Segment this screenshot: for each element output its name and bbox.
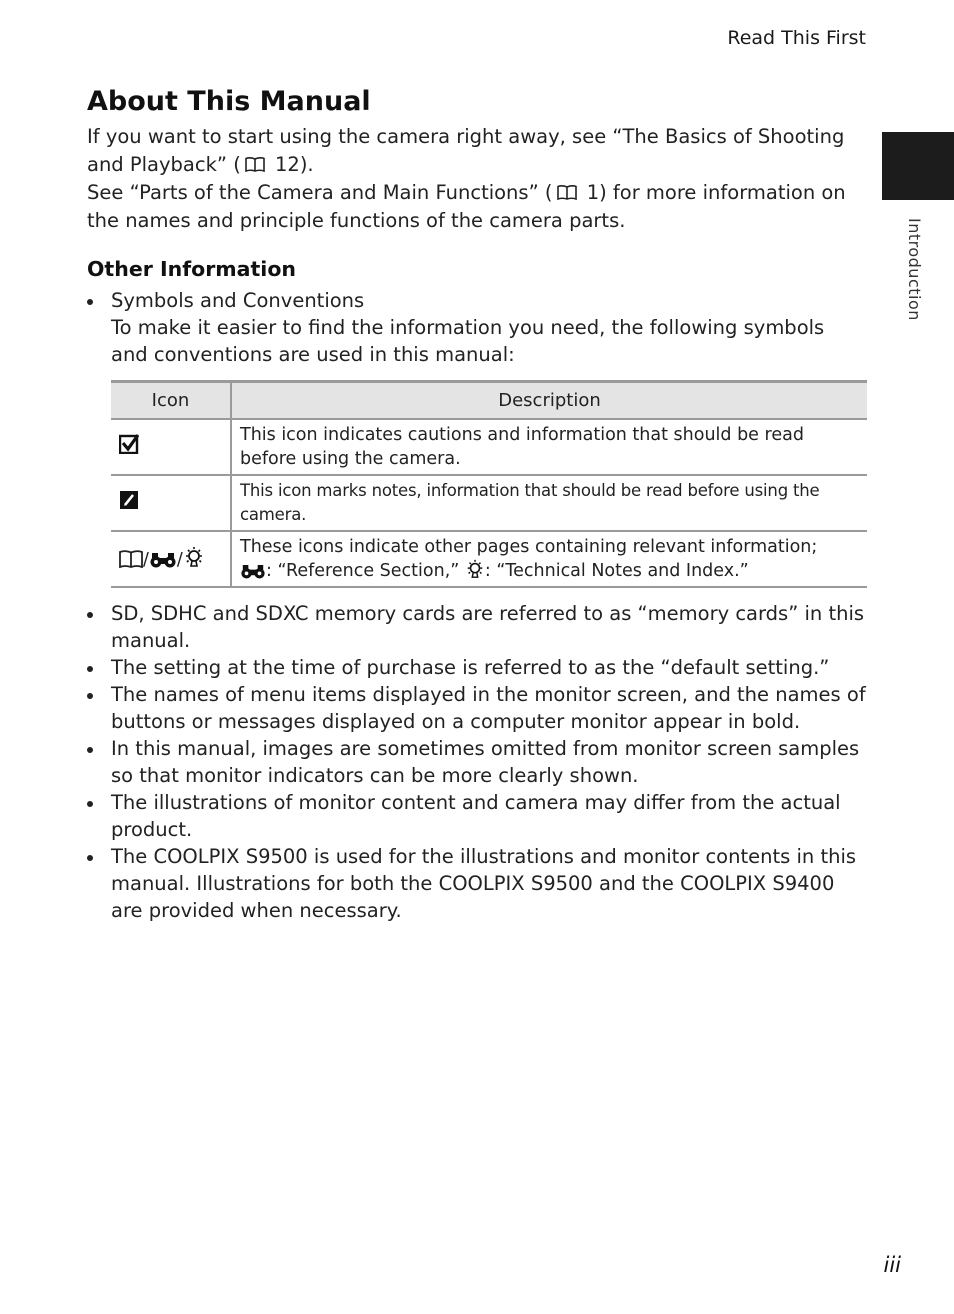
table-cell-icon [111, 531, 231, 587]
table-cell-icon [111, 419, 231, 475]
bullet-text: The names of menu items displayed in the monitor screen, and the names of buttons or messages displayed on a computer monitor appear in bold. [111, 683, 866, 733]
symbols-table [111, 380, 867, 588]
running-header: Read This First [727, 27, 866, 49]
list-item [87, 789, 867, 843]
table-cell-description: This icon marks notes, information that should be read before using the camera. [231, 475, 867, 531]
table-row [111, 475, 867, 531]
bullet-text: The illustrations of monitor content and camera may differ from the actual product. [111, 791, 841, 841]
lightbulb-tip-icon [465, 559, 485, 579]
table-row [111, 531, 867, 587]
table-header-cell: Description [231, 382, 867, 420]
list-item [87, 843, 867, 924]
book-icon [245, 157, 265, 172]
bullet-dot [87, 801, 93, 807]
page-number: iii [883, 1253, 901, 1277]
bullet-dot [87, 666, 93, 672]
section-title: Other Information [87, 257, 297, 281]
bullet-dot [87, 693, 93, 699]
note-pencil-icon [119, 490, 139, 510]
bullet-dot [87, 299, 93, 305]
bullet-dot [87, 612, 93, 618]
book-icon [557, 185, 577, 200]
list-item [87, 654, 867, 681]
intro-paragraph-2 [87, 179, 867, 235]
bullet-dot [87, 747, 93, 753]
chapter-tab-marker [882, 132, 954, 200]
slash-separator: / [176, 550, 183, 570]
table-row [111, 419, 867, 475]
list-item [87, 681, 867, 735]
reference-description: These icons indicate other pages containing relevant information; [240, 537, 818, 557]
table-header-cell: Icon [111, 382, 231, 420]
table-header-row [111, 382, 867, 420]
book-icon [119, 550, 143, 568]
page-title: About This Manual [87, 86, 371, 117]
table-cell-description [231, 531, 867, 587]
intro-text: 12). [268, 153, 314, 176]
bullet-text: The COOLPIX S9500 is used for the illustrations and monitor contents in this manual. Illustrations for both the COOLPIX S9500 and the COOLPIX S9400 are provided when necessary. [111, 845, 857, 922]
list-item [87, 600, 867, 654]
bullet-text: In this manual, images are sometimes omitted from monitor screen samples so that monitor indicators can be more clearly shown. [111, 737, 860, 787]
conventions-list [87, 600, 867, 924]
bullet-dot [87, 855, 93, 861]
technical-notes-label: : “Technical Notes and Index.” [484, 561, 749, 581]
bullet-text: The setting at the time of purchase is referred to as the “default setting.” [111, 656, 830, 679]
lightbulb-tip-icon [183, 546, 205, 568]
page-content [87, 85, 867, 924]
slash-separator: / [143, 550, 149, 570]
symbols-list [87, 287, 867, 368]
chapter-side-label: Introduction [905, 218, 924, 321]
bullet-text: SD, SDHC and SDXC memory cards are referred to as “memory cards” in this manual. [111, 602, 865, 652]
bullet-subtext: To make it easier to find the information you need, the following symbols and conventions are used in this manual: [111, 316, 825, 366]
intro-text: If you want to start using the camera right away, see “The Basics of Shooting and Playback” ( [87, 125, 845, 176]
binoculars-icon [240, 564, 266, 579]
bullet-text: Symbols and Conventions [111, 289, 365, 312]
intro-text: 1) for more information on the names and principle functions of the camera parts. [87, 181, 846, 232]
intro-text: See “Parts of the Camera and Main Functions” ( [87, 181, 553, 204]
caution-check-icon [119, 434, 139, 454]
reference-section-label: : “Reference Section,” [266, 561, 465, 581]
intro-paragraph-1 [87, 123, 867, 179]
list-item [87, 287, 867, 368]
binoculars-icon [149, 552, 177, 568]
table-cell-icon [111, 475, 231, 531]
list-item [87, 735, 867, 789]
table-cell-description: This icon indicates cautions and information that should be read before using the camera. [231, 419, 867, 475]
